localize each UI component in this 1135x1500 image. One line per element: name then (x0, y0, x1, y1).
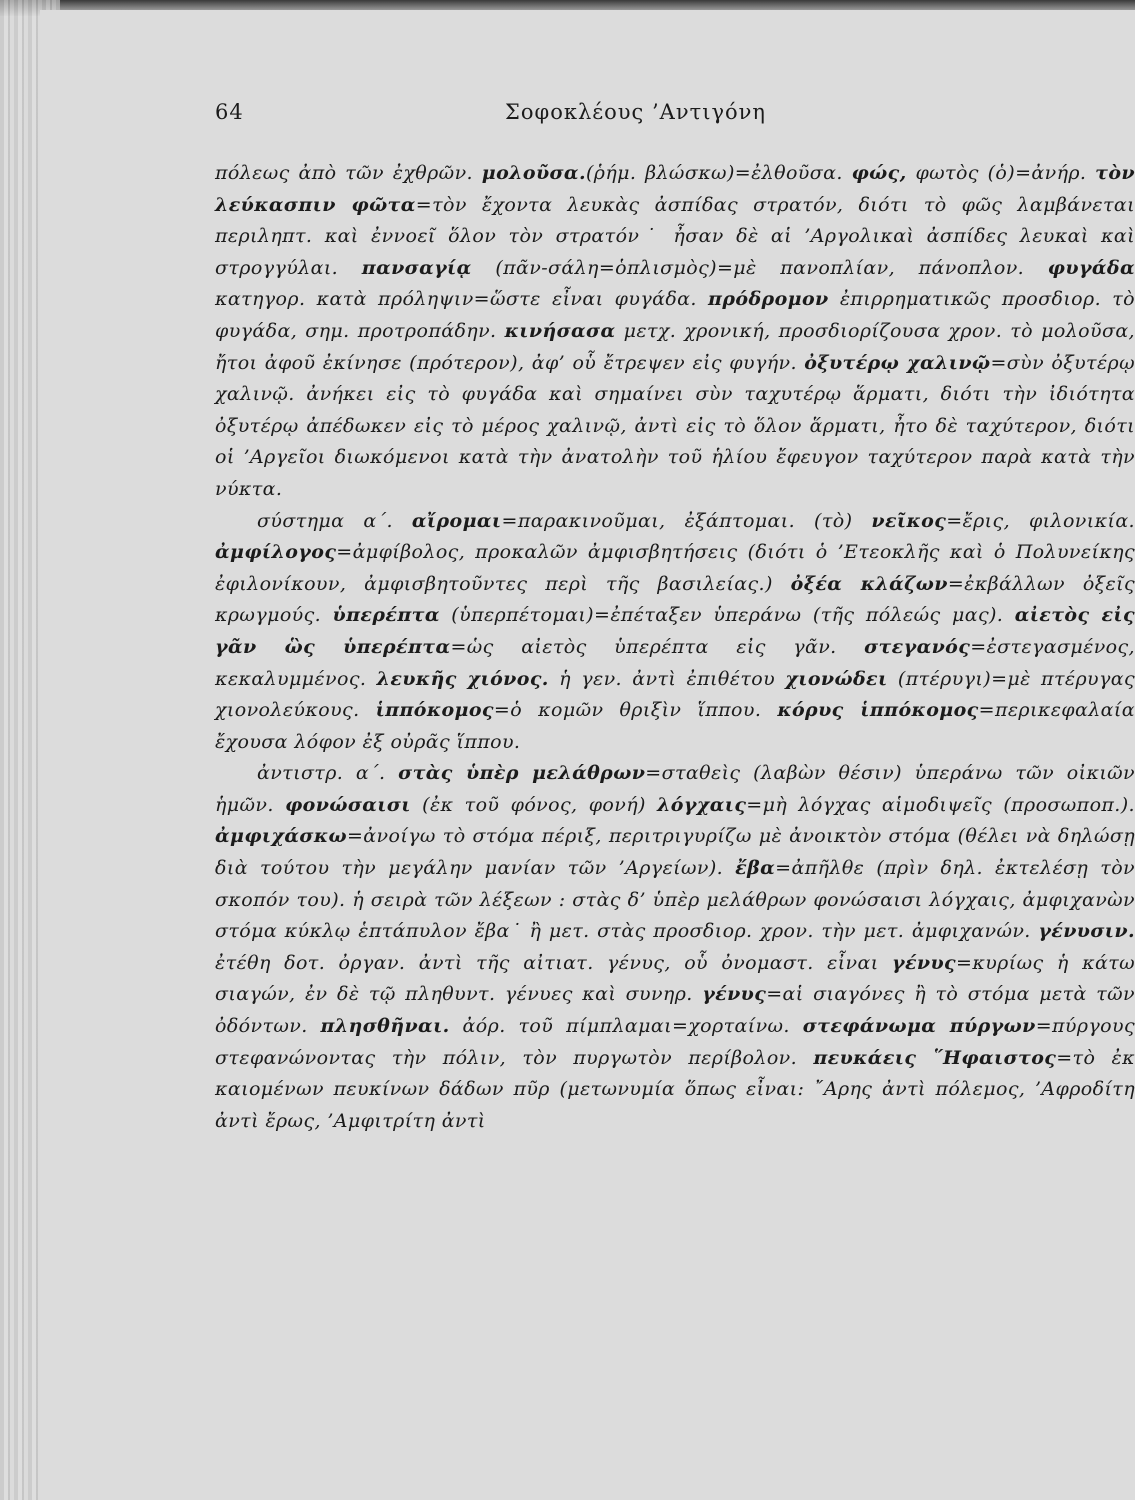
headword: στεφάνωμα πύργων (802, 1015, 1036, 1038)
text-segment: φωτὸς (ὁ)=ἀνήρ. (906, 162, 1096, 184)
text-segment: ἐτέθη δοτ. ὀργαν. ἀντὶ τῆς αἰτιατ. γένυς, οὗ ὀνομαστ. εἶναι (215, 951, 892, 974)
paragraph (215, 758, 1135, 1137)
headword: πευκάεις ῞Ηφαιστος (813, 1046, 1057, 1069)
headword: ἀμφιχάσκω (215, 825, 347, 848)
text-segment: =ἔρις, φιλονικία. (946, 509, 1135, 532)
text-segment: (ἐκ τοῦ φόνος, φονή) (410, 793, 658, 816)
text-segment: (πᾶν-σάλη=ὁπλισμὸς)=μὲ πανοπλίαν, πάνοπλον. (471, 256, 1048, 279)
headword: ἔβα (735, 857, 776, 880)
text-segment: ἀόρ. τοῦ πίμπλαμαι=χορταίνω. (449, 1015, 803, 1038)
text-segment: (ὑπερπέτομαι)=ἐπέταξεν ὑπεράνω (τῆς πόλεώς μας). (439, 604, 1015, 627)
text-segment: =σταθεὶς (λαβὼν θέσιν) ὑπεράνω τῶν οἰκιῶν ἡμῶν. (215, 762, 1135, 816)
page-number: 64 (215, 100, 244, 124)
headword: χιονώδει (785, 667, 888, 690)
headword: φώς, (851, 162, 907, 184)
headword: ἱππόκομος (375, 699, 494, 722)
paragraph (215, 506, 1135, 759)
headword: λόγχαις (657, 793, 747, 816)
text-segment: =ἀπῆλθε (πρὶν δηλ. ἐκτελέσῃ τὸν σκοπόν του). ἡ σειρὰ τῶν λέξεων : στὰς δ’ ὑπὲρ μελάθρων φονώσαισι λόγχαις, ἀμφιχανὼν στόμα κύκλῳ ἑπτάπυλον ἔβα˙ ἢ μετ. στὰς προσδιορ. χρον. τὴν μετ. ἀμφιχανών. (215, 857, 1135, 943)
headword: μολοῦσα. (481, 162, 586, 184)
headword: αἴρομαι (411, 509, 502, 532)
text-segment: =παρακινοῦμαι, ἐξάπτομαι. (τὸ) (501, 509, 872, 532)
headword: ἀμφίλογος (215, 541, 337, 564)
headword: ὀξέα κλάζων (790, 572, 948, 595)
text-segment: (πτέρυγι)=μὲ πτέρυγας χιονολεύκους. (215, 667, 1135, 722)
text-segment: ἐπιρρηματικῶς προσδιορ. τὸ φυγάδα, σημ. προτροπάδην. (215, 288, 1135, 342)
text-segment: =ὁ κομῶν θριξὶν ἵππου. (493, 699, 778, 722)
headword: γένυσιν. (1038, 920, 1135, 943)
text-segment: =ἀμφίβολος, προκαλῶν ἀμφισβητήσεις (διότι ὁ ’Ετεοκλῆς καὶ ὁ Πολυνείκης ἐφιλονίκουν, ἀμφισβητοῦντες περὶ τῆς βασιλείας.) (215, 541, 1135, 595)
headword: στεγανός (864, 635, 971, 658)
headword: στὰς ὑπὲρ μελάθρων (398, 762, 646, 785)
text-segment: ἡ γεν. ἀντὶ ἐπιθέτου (548, 667, 786, 690)
text-segment: =τὸ ἐκ καιομένων πευκίνων δάδων πῦρ (μετωνυμία ὅπως εἶναι: ῎Αρης ἀντὶ πόλεμος, ’Αφροδίτη ἀντὶ ἔρως, ’Αμφιτρίτη ἀντὶ (215, 1046, 1135, 1132)
text-segment: =κυρίως ἡ κάτω σιαγών, ἐν δὲ τῷ πληθυντ. γένυες καὶ συνηρ. (215, 951, 1135, 1006)
text-segment: σύστημα α΄. (257, 509, 412, 532)
text-segment: =ἀνοίγω τὸ στόμα πέριξ, περιτριγυρίζω μὲ ἀνοικτὸν στόμα (θέλει νὰ δηλώσῃ διὰ τούτου τὴν μεγάλην μανίαν τῶν ’Αργείων). (215, 825, 1135, 880)
text-segment: κατηγορ. κατὰ πρόληψιν=ὥστε εἶναι φυγάδα. (215, 288, 709, 311)
headword: ὀξυτέρῳ χαλινῷ (804, 351, 991, 374)
text-segment: =αἱ σιαγόνες ἢ τὸ στόμα μετὰ τῶν ὀδόντων. (215, 983, 1135, 1038)
headword: γένυς (892, 951, 957, 974)
headword: κινήσασα (504, 319, 616, 342)
paragraph (215, 158, 1135, 506)
running-title: Σοφοκλέους ’Αντιγόνη (505, 100, 766, 124)
text-segment: =ἐκβάλλων ὀξεῖς κρωγμούς. (215, 572, 1135, 627)
headword: νεῖκος (871, 509, 947, 532)
headword: φυγάδα (1047, 256, 1135, 279)
headword: ὑπερέπτα (332, 604, 440, 627)
commentary-text (215, 158, 1135, 1137)
text-segment: (ῥήμ. βλώσκω)=ἐλθοῦσα. (585, 162, 852, 184)
headword: τὸν λεύκασπιν φῶτα (215, 162, 1135, 216)
text-segment: =περικεφαλαία ἔχουσα λόφον ἐξ οὐρᾶς ἵππου. (215, 699, 1135, 753)
text-segment: =ἐστεγασμένος, κεκαλυμμένος. (215, 635, 1135, 690)
headword: πανσαγίᾳ (361, 256, 472, 279)
text-segment: ἀντιστρ. α΄. (257, 762, 399, 785)
text-segment: πόλεως ἀπὸ τῶν ἐχθρῶν. (215, 162, 482, 184)
headword: πρόδρομον (708, 288, 829, 311)
text-segment: =πύργους στεφανώνοντας τὴν πόλιν, τὸν πυργωτὸν περίβολον. (215, 1015, 1135, 1069)
headword: γένυς (702, 983, 767, 1006)
text-segment: μετχ. χρονική, προσδιορίζουσα χρον. τὸ μολοῦσα, ἤτοι ἀφοῦ ἐκίνησε (πρότερον), ἀφ’ οὗ ἔτρεψεν εἰς φυγήν. (215, 319, 1135, 374)
headword: κόρυς ἱππόκομος (777, 699, 979, 722)
text-segment: =μὴ λόγχας αἱμοδιψεῖς (προσωποπ.). (746, 793, 1135, 816)
text-segment: =σὺν ὀξυτέρῳ χαλινῷ. ἀνήκει εἰς τὸ φυγάδα καὶ σημαίνει σὺν ταχυτέρῳ ἅρματι, διότι τὴν ἰδιότητα ὀξυτέρῳ ἀπέδωκεν εἰς τὸ μέρος χαλινῷ, ἀντὶ εἰς τὸ ὅλον ἅρματι, ἦτο δὲ ταχύτερον, διότι οἱ ’Αργεῖοι διωκόμενοι κατὰ τὴν ἀνατολὴν τοῦ ἡλίου ἔφευγον ταχύτερον παρὰ κατὰ τὴν νύκτα. (215, 351, 1135, 500)
headword: φονώσαισι (285, 793, 411, 816)
text-segment: =τὸν ἔχοντα λευκὰς ἀσπίδας στρατόν, διότι τὸ φῶς λαμβάνεται περιληπτ. καὶ ἐννοεῖ ὅλον τὸν στρατόν˙ ἦσαν δὲ αἱ ’Αργολικαὶ ἀσπίδες λευκαὶ καὶ στρογγύλαι. (215, 193, 1135, 279)
text-segment: =ὡς αἰετὸς ὑπερέπτα εἰς γᾶν. (450, 635, 865, 658)
headword: λευκῆς χιόνος. (376, 667, 549, 690)
headword: πλησθῆναι. (320, 1015, 450, 1038)
headword: αἰετὸς εἰς γᾶν ὣς ὑπερέπτα (215, 604, 1135, 658)
